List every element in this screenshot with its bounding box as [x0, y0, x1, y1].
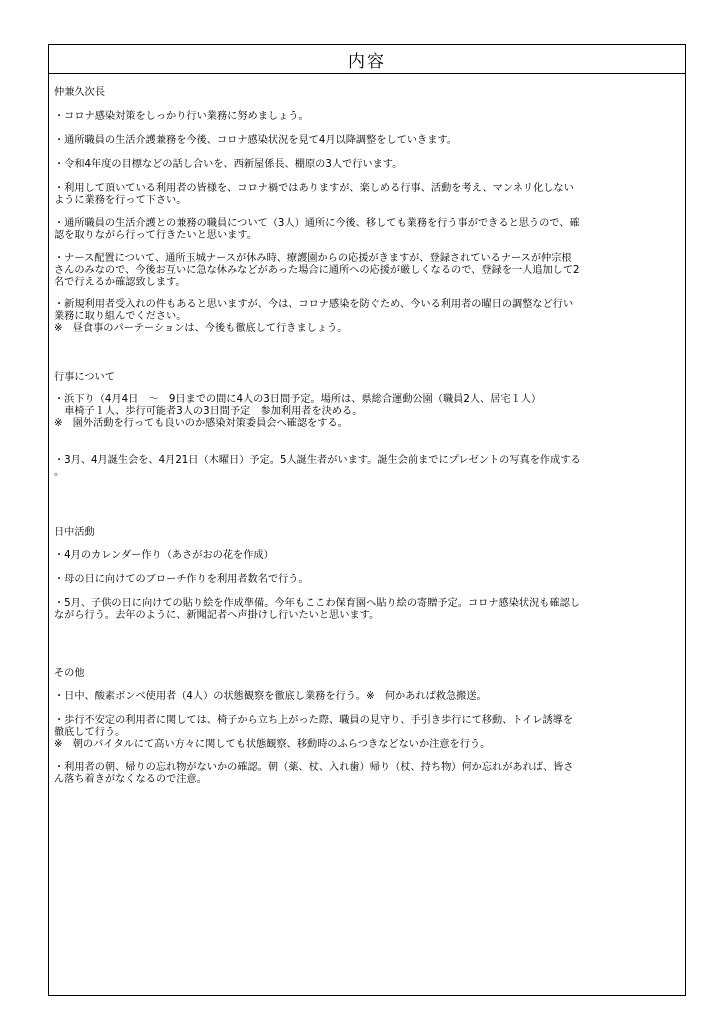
list-item: ・母の日に向けてのブローチ作りを利用者数名で行う。 — [54, 574, 309, 585]
list-item: ・ナース配置について、通所玉城ナースが休み時、療護園からの応援がきますが、登録されているナースが仲宗根 さんのみなので、今後お互いに急な休みなどがあった場合に通所への応援が厳しくなるので、登録を一人追加して2 名で行えるか確認致します。 — [54, 253, 580, 288]
page-title: 内容 — [348, 51, 386, 72]
list-item: ・日中、酸素ボンベ使用者（4人）の状態観察を徹底し業務を行う。※ 何かあれば救急搬送。 — [54, 691, 487, 702]
list-item: ・利用して頂いている利用者の皆様を、コロナ禍ではありますが、楽しめる行事、活動を考え、マンネリ化しない ように業務を行って下さい。 — [54, 183, 574, 206]
title-bar — [49, 45, 685, 74]
section-heading: その他 — [54, 668, 85, 679]
list-item: ・利用者の朝、帰りの忘れ物がないかの確認。朝（薬、杖、入れ歯）帰り（杖、持ち物）何か忘れがあれば、皆さ ん落ち着きがなくなるので注意。 — [54, 762, 574, 785]
list-item: ・3月、4月誕生会を、4月21日（木曜日）予定。5人誕生者がいます。誕生会前までにプレゼントの写真を作成する 。 — [54, 455, 581, 478]
list-item: ・新規利用者受入れの件もあると思いますが、今は、コロナ感染を防ぐため、今いる利用者の曜日の調整など行い 業務に取り組んでください。 ※ 昼食事のパーテーションは、今後も徹底して行きましょう。 — [54, 299, 574, 334]
list-item: ・浜下り（4月4日 ～ 9日までの間に4人の3日間予定。場所は、県総合運動公園（職員2人、居宅１人） 車椅子１人、歩行可能者3人の3日間予定 参加利用者を決める。 ※ 園外活動を行っても良いのか感染対策委員会へ確認をする。 — [54, 394, 542, 429]
content-sheet — [48, 44, 686, 996]
section-heading: 仲兼久次長 — [54, 87, 105, 98]
list-item: ・通所職員の生活介護兼務を今後、コロナ感染状況を見て4月以降調整をしていきます。 — [54, 135, 457, 146]
section-heading: 日中活動 — [54, 527, 95, 538]
list-item: ・通所職員の生活介護との兼務の職員について（3人）通所に今後、移しても業務を行う事ができると思うので、確 認を取りながら行って行きたいと思います。 — [54, 218, 580, 241]
list-item: ・5月、子供の日に向けての貼り絵を作成準備。今年もここわ保育園へ貼り絵の寄贈予定。コロナ感染状況も確認し ながら行う。去年のように、新聞記者へ声掛けし行いたいと思います。 — [54, 598, 581, 621]
list-item: ・コロナ感染対策をしっかり行い業務に努めましょう。 — [54, 111, 309, 122]
section-heading: 行事について — [54, 372, 115, 383]
list-item: ・4月のカレンダー作り（あさがおの花を作成） — [54, 550, 274, 561]
list-item: ・令和4年度の目標などの話し合いを、西新屋係長、棚原の3人で行います。 — [54, 159, 403, 170]
list-item: ・歩行不安定の利用者に関しては、椅子から立ち上がった際、職員の見守り、手引き歩行にて移動、トイレ誘導を 徹底して行う。 ※ 朝のバイタルにて高い方々に関しても状態観察、移動時のふらつきなどないか注意を行う。 — [54, 715, 574, 750]
